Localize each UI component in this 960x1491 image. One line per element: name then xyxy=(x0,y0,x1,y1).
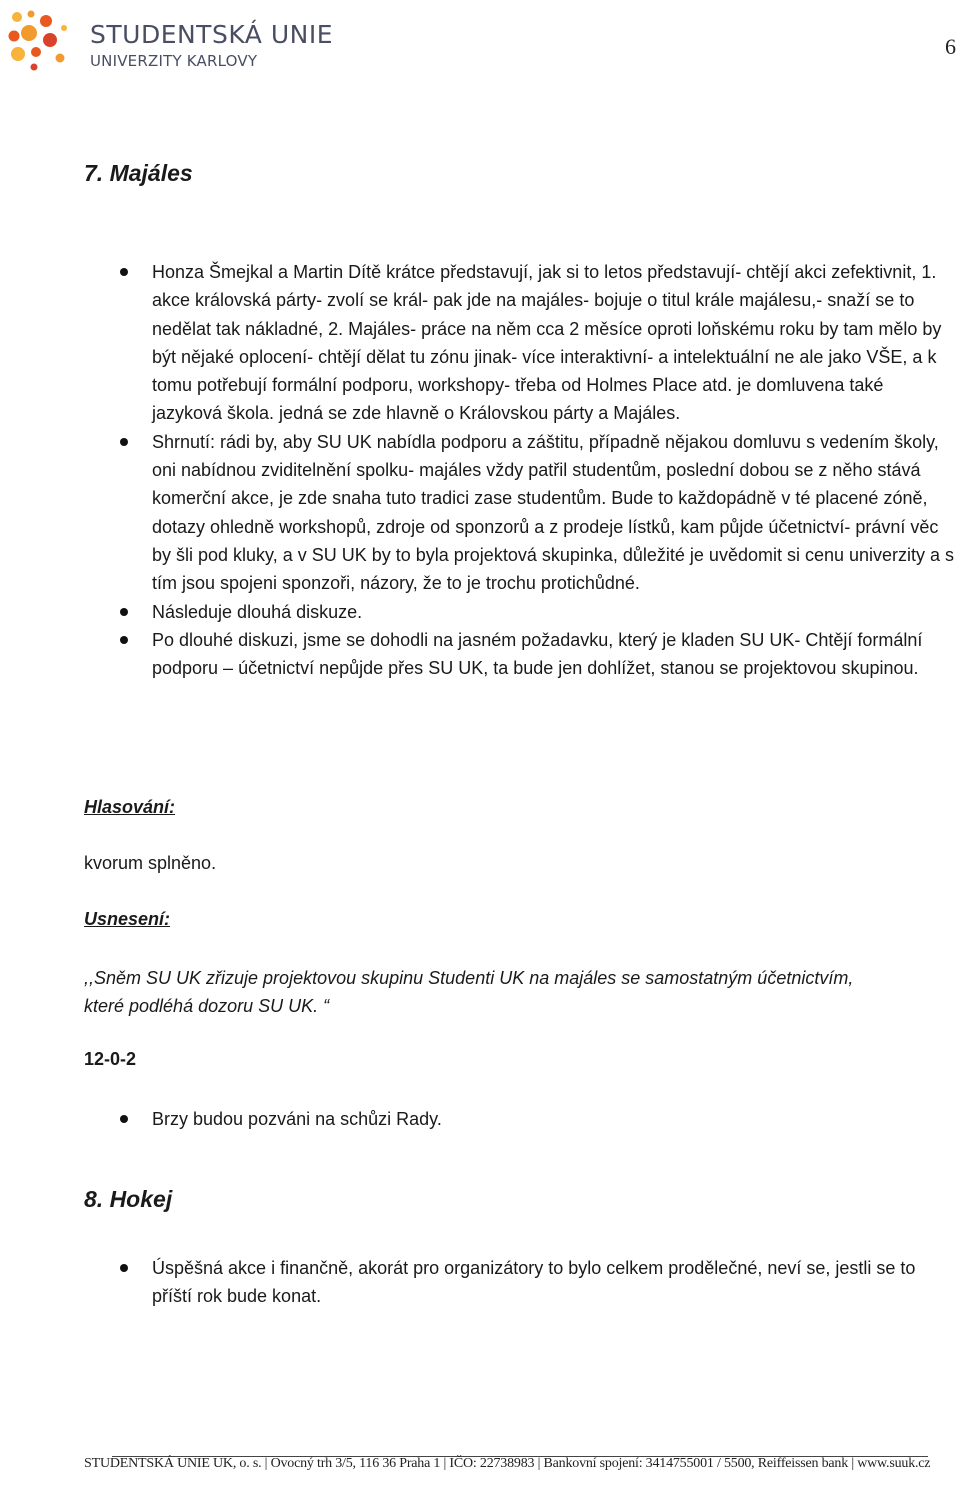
bullet-item: Shrnutí: rádi by, aby SU UK nabídla podporu a záštitu, případně nějakou domluvu s vedením školy, oni nabídnou zviditelnění spolku- majáles vždy patřil studentům, poslední dobou se z něho stává komerční akce, je zde snaha tuto tradici zase studentům. Bude to každopádně v té placené zóně, dotazy ohledně workshopů, zdroje od sponzorů a z prodeje lístků, kam půjde účetnictví- právní věc by šli pod kluky, a v SU UK by to byla projektová skupinka, důležité je uvědomit si cenu univerzity a s tím jsou spojeni sponzoři, názory, že to je trochu protichůdné. xyxy=(152,428,958,598)
quorum-text: kvorum splněno. xyxy=(84,853,217,873)
resolution-text: ,,Sněm SU UK zřizuje projektovou skupinu Studenti UK na majáles se samostatným účetnictvím, které podléhá dozoru SU UK. “ xyxy=(84,968,854,1016)
bullet-item: Úspěšná akce i finančně, akorát pro organizátory to bylo celkem prodělečné, neví se, jestli se to příští rok bude konat. xyxy=(152,1254,958,1311)
org-subtitle: UNIVERZITY KARLOVY xyxy=(90,52,258,70)
bullet-item: Následuje dlouhá diskuze. xyxy=(152,598,958,626)
bullet-item: Brzy budou pozváni na schůzi Rady. xyxy=(152,1105,958,1133)
page-number: 6 xyxy=(945,34,956,59)
section-8-title: 8. Hokej xyxy=(84,1186,173,1212)
voting-label: Hlasování: xyxy=(84,797,176,817)
logo-dots-icon xyxy=(4,8,84,74)
footer-contact: STUDENTSKÁ UNIE UK, o. s. | Ovocný trh 3/5, 116 36 Praha 1 | IČO: 22738983 | Bankovní spojení: 3414755001 / 5500, Reiffeissen bank | www.suuk.cz xyxy=(84,1456,931,1471)
bullet-item: Po dlouhé diskuzi, jsme se dohodli na jasném požadavku, který je kladen SU UK- Chtějí formální podporu – účetnictví nepůjde přes SU UK, ta bude jen dohlížet, stanou se projektovou skupinou. xyxy=(152,626,958,683)
section-8-bullet-list xyxy=(152,1254,958,1311)
bullet-item: Honza Šmejkal a Martin Dítě krátce představují, jak si to letos představují- chtějí akci zefektivnit, 1. akce královská párty- zvolí se král- pak jde na majáles- bojuje o titul krále majálesu,- snaží se to nedělat tak nákladné, 2. Majáles- práce na něm cca 2 měsíce oproti loňskému roku by tam mělo by být nějaké oplocení- chtějí dělat tu zónu jinak- více interaktivní- a intelektuální ne ale jako VŠE, a k tomu potřebují formální podporu, workshopy- třeba od Holmes Place atd. je domluvena také jazyková škola. jedná se zde hlavně o Královskou párty a Majáles. xyxy=(152,258,958,428)
section-7-followup-list xyxy=(152,1105,958,1133)
organization-logo xyxy=(4,8,333,74)
section-7-title: 7. Majáles xyxy=(84,160,193,186)
section-7-bullet-list xyxy=(152,258,958,682)
vote-result: 12-0-2 xyxy=(84,1049,137,1069)
org-name: STUDENTSKÁ UNIE xyxy=(90,20,333,49)
resolution-label: Usnesení: xyxy=(84,909,171,929)
